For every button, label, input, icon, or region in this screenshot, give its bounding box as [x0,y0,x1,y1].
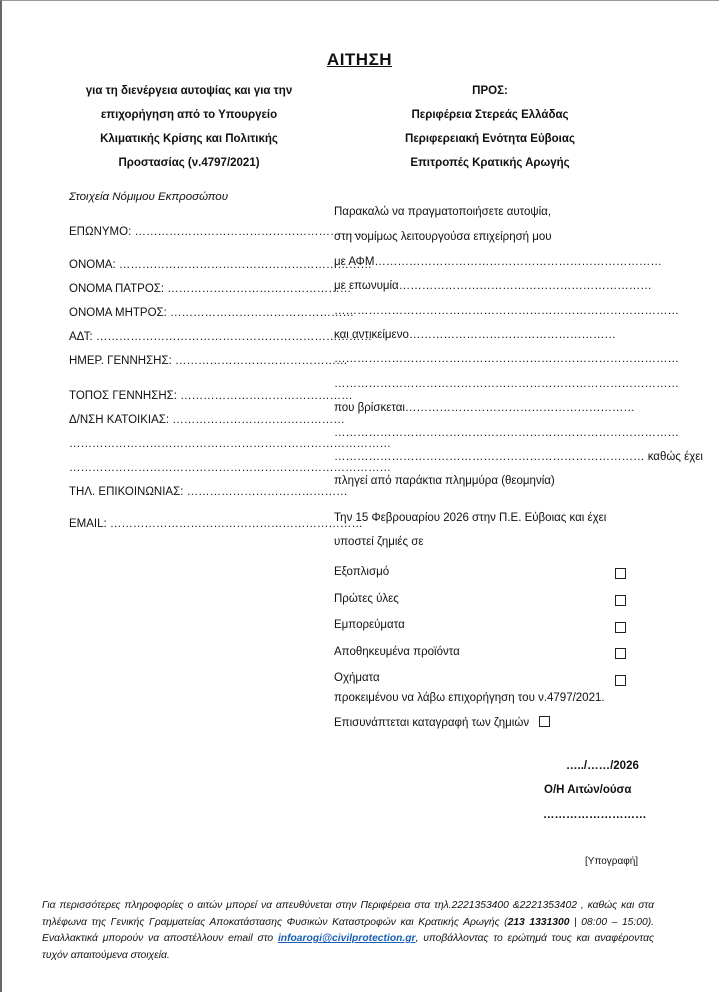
address-line-2[interactable]: ………………………………………………………………………… [69,438,391,450]
request-line: Παρακαλώ να πραγματοποιήσετε αυτοψία, [334,206,552,218]
surname-field[interactable]: ΕΠΩΝΥΜΟ: …………………………………………………… [69,226,365,238]
subtitle-line: επιχορήγηση από το Υπουργείο [100,109,278,121]
attachment-row [334,716,550,729]
option-goods-checkbox[interactable] [615,622,626,633]
footer-text: Για περισσότερες πληροφορίες ο αιτών μπορεί να απευθύνεται στην Περιφέρεια στα τηλ.2221353400 &2221353402 , καθώς και στα τηλέφωνα της Γενικής Γραμματείας Αποκατάστασης Φυσικών Καταστροφών και Κρατικής Αρωγής ( [42,900,654,928]
option-equipment-label: Εξοπλισμό [334,566,390,578]
footer-text: | 08:00 – 15:00). Εναλλακτικά μπορούν να αποστέλλουν email στο [42,916,655,944]
recipient-line: ΠΡΟΣ: [472,85,508,97]
business-object-field[interactable]: και αντικείμενο……………………………………………… [334,329,616,341]
footer-email-link[interactable]: infoarogi@civilprotection.gr [277,933,416,944]
birth-place-field[interactable]: ΤΟΠΟΣ ΓΕΝΝΗΣΗΣ: ……………………………………… [69,390,353,402]
subtitle-line: Προστασίας (ν.4797/2021) [118,157,260,169]
footer-phone: 213 1331300 [507,916,570,928]
purpose-line: προκειμένου να λάβω επιχορήγηση του ν.4797/2021. [334,692,605,704]
option-vehicles-checkbox[interactable] [615,675,626,686]
email-field[interactable]: EMAIL: ………………………………………………………… [69,518,363,530]
location-field[interactable]: που βρίσκεται…………………………………………………… [334,402,635,414]
business-name-field[interactable]: με επωνυμία………………………………………………………… [334,280,652,292]
option-goods-label: Εμπορεύματα [334,619,405,631]
subtitle-line: για τη διενέργεια αυτοψίας και για την [85,85,293,97]
footer-text: , υποβάλλοντας το ερώτημά τους και αναφέροντας τυχόν απαιτούμενα στοιχεία. [42,933,654,961]
phone-field[interactable]: ΤΗΛ. ΕΠΙΚΟΙΝΩΝΙΑΣ: …………………………………… [69,486,348,498]
attachment-label: Επισυνάπτεται καταγραφή των ζημιών [334,717,530,729]
business-object-line-2[interactable]: ……………………………………………………………………………… [334,353,679,365]
option-stored-products-label: Αποθηκευμένα προϊόντα [334,646,460,658]
name-field[interactable]: ΟΝΟΜΑ: ………………………………………………………… [69,259,372,271]
business-object-line-3[interactable]: ……………………………………………………………………………… [334,378,679,390]
recipient-line: Περιφερειακή Ενότητα Εύβοιας [405,133,575,145]
form-title: ΑΙΤΗΣΗ [326,50,393,69]
father-name-field[interactable]: ΟΝΟΜΑ ΠΑΤΡΟΣ: ………………………………………… [69,283,352,295]
address-line-3[interactable]: ………………………………………………………………………… [69,462,391,474]
disaster-line: πληγεί από παράκτια πλημμύρα (θεομηνία) [334,475,555,487]
damages-intro: υποστεί ζημιές σε [334,536,424,548]
location-line-2[interactable]: ……………………………………………………………………………… [334,427,679,439]
business-name-line-2[interactable]: ……………………………………………………………………………… [334,305,679,317]
mother-name-field[interactable]: ΟΝΟΜΑ ΜΗΤΡΟΣ: ………………………………………… [69,307,355,319]
recipient-line: Περιφέρεια Στερεάς Ελλάδας [411,109,569,121]
date-field[interactable]: …../……/2026 [566,760,639,772]
left-section-title: Στοιχεία Νόμιμου Εκπροσώπου [69,191,229,203]
option-raw-materials-label: Πρώτες ύλες [334,593,399,605]
signature-label: [Υπογραφή] [585,856,639,867]
option-vehicles-label: Οχήματα [334,672,380,684]
location-line-3[interactable]: ……………………………………………………………………… καθώς έχει [334,451,703,463]
request-line: στη νομίμως λειτουργούσα επιχείρησή μου [334,231,552,243]
date-place-line: Την 15 Φεβρουαρίου 2026 στην Π.Ε. Εύβοιας και έχει [334,512,607,524]
birth-date-field[interactable]: ΗΜΕΡ. ΓΕΝΝΗΣΗΣ: ……………………………………… [69,355,348,367]
address-field[interactable]: Δ/ΝΣΗ ΚΑΤΟΙΚΙΑΣ: ……………………………………… [69,414,345,426]
applicant-label: Ο/Η Αιτών/ούσα [544,784,632,796]
option-equipment-checkbox[interactable] [615,568,626,579]
option-stored-products-checkbox[interactable] [615,648,626,659]
signature-field[interactable]: ……………………… [543,809,647,821]
recipient-line: Επιτροπές Κρατικής Αρωγής [410,157,570,169]
subtitle-line: Κλιματικής Κρίσης και Πολιτικής [100,133,278,145]
option-raw-materials-checkbox[interactable] [615,595,626,606]
attachment-checkbox[interactable] [539,716,550,727]
footer-note [42,898,654,964]
afm-field[interactable]: με ΑΦΜ………………………………………………………………… [334,256,662,268]
id-card-field[interactable]: ΑΔΤ: ……………………………………………………………… [69,331,372,343]
